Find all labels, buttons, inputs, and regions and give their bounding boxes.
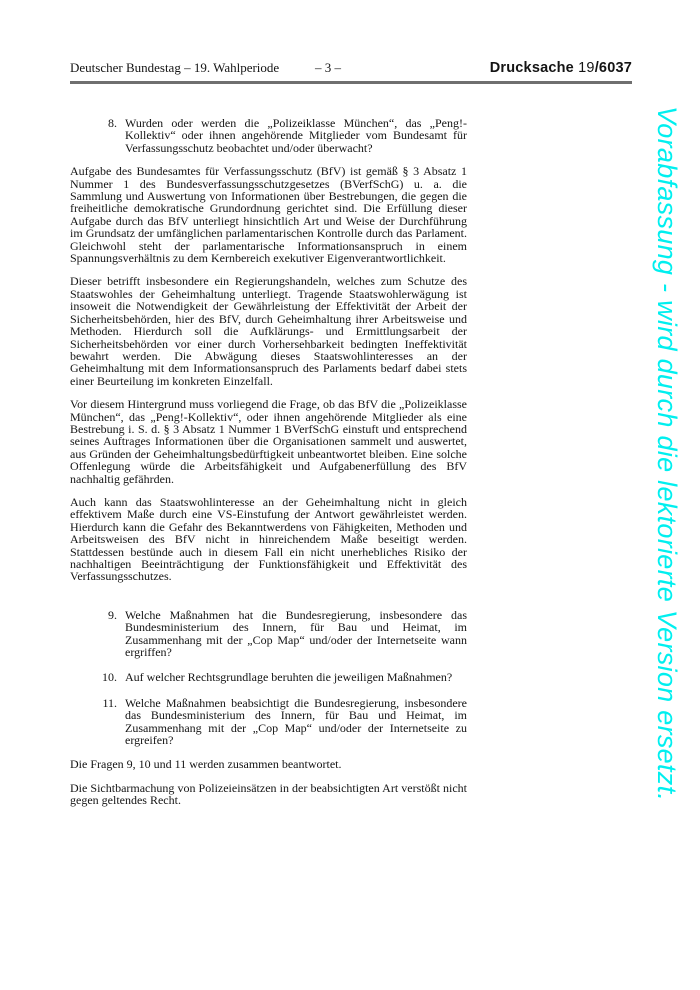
question-text: Auf welcher Rechtsgrundlage beruhten die jeweiligen Maßnahmen? bbox=[125, 670, 453, 685]
answer-paragraph: Vor diesem Hintergrund muss vorliegend die Frage, ob das BfV die „Polizeiklasse München“, das „Peng!-Kollektiv“, oder ihnen angehörende Mitglieder als eine Bestrebung i. S. d. § 3 Absatz 1 Nummer 1 BVerfSchG einstuft und entsprechend seines Auftrages Informationen über die Organisationen sammelt und auswertet, aus Gründen der Geheimhaltungsbedürftigkeit unbeantwortet bleiben. Eine solche Offenlegung würde die Arbeitsfähigkeit und Aufgabenerfüllung des BfV nachhaltig gefährden. bbox=[70, 397, 467, 486]
question-text: Welche Maßnahmen hat die Bundesregierung, insbesondere das Bundesministerium des Innern, für Bau und Heimat, im Zusammenhang mit der „Cop Map“ und/oder der Internetseite wann ergriffen? bbox=[125, 607, 467, 660]
drucksache-number: /6037 bbox=[594, 60, 632, 76]
drucksache-period: 19 bbox=[578, 60, 595, 76]
question-text: Wurden oder werden die „Polizeiklasse München“, das „Peng!-Kollektiv“ oder ihnen angehörende Mitglieder vom Bundesamt für Verfassungsschutz beobachtet und/oder überwacht? bbox=[125, 116, 467, 155]
header-publication-info: Deutscher Bundestag – 19. Wahlperiode bbox=[70, 60, 280, 75]
question-text: Welche Maßnahmen beabsichtigt die Bundesregierung, insbesondere das Bundesministerium des Innern, für Bau und Heimat, im Zusammenhang mit der „Cop Map“ und/oder der Internetseite zu ergreifen? bbox=[125, 695, 467, 748]
question-9 bbox=[98, 609, 467, 659]
answer-paragraph: Dieser betrifft insbesondere ein Regierungshandeln, welches zum Schutze des Staatswohles der Geheimhaltung unterliegt. Tragende Staatswohlerwägung ist insoweit die Notwendigkeit der Gewährleistung der Effektivität der Arbeit der Sicherheitsbehörden, hier des BfV, durch Geheimhaltung ihrer Arbeitsweise und Methoden. Hierdurch soll die Aufklärungs- und Ermittlungsarbeit der Sicherheitsbehörden vor einer durch Vorhersehbarkeit bedingten Ineffektivität bewahrt werden. Die Abwägung dieses Staatswohlinteresses an der Geheimhaltung mit dem Informationsanspruch des Parlaments bedarf dabei stets einer Beurteilung im konkreten Einzelfall. bbox=[70, 274, 467, 388]
page-number: – 3 – bbox=[315, 60, 341, 75]
questions-9-to-11 bbox=[70, 609, 467, 747]
closing-paragraph: Die Sichtbarmachung von Polizeieinsätzen in der beabsichtigten Art verstößt nicht gegen geltendes Recht. bbox=[70, 780, 467, 808]
answer-paragraph: Aufgabe des Bundesamtes für Verfassungsschutz (BfV) ist gemäß § 3 Absatz 1 Nummer 1 des Bundesverfassungsschutzgesetzes (BVerfSchG) u. a. die Sammlung und Auswertung von Informationen über Bestrebungen, die gegen die freiheitliche demokratische Grundordnung gerichtet sind. Die Erfüllung dieser Aufgabe durch das BfV unterliegt hinsichtlich Art und Weise der Durchführung im Grundsatz der umfänglichen parlamentarischen Kontrolle durch das Parlament. Gleichwohl steht der parlamentarische Informationsanspruch in einem Spannungsverhältnis zu dem Kernbereich exekutiver Eigenverantwortlichkeit. bbox=[70, 164, 467, 266]
closing-paragraph: Die Fragen 9, 10 und 11 werden zusammen beantwortet. bbox=[70, 757, 342, 772]
question-10 bbox=[98, 671, 467, 683]
vorabfassung-watermark: Vorabfassung - wird durch die lektorierte Version ersetzt. bbox=[652, 106, 682, 802]
question-number: 10. bbox=[102, 670, 117, 685]
question-11 bbox=[98, 697, 467, 747]
question-number: 8. bbox=[108, 116, 117, 130]
page-header bbox=[70, 60, 632, 84]
question-8 bbox=[98, 117, 467, 154]
answer-paragraph: Auch kann das Staatswohlinteresse an der Geheimhaltung nicht in gleich effektivem Maße durch eine VS-Einstufung der Antwort gewährleistet werden. Hierdurch kann die Gefahr des Bekanntwerdens von Fähigkeiten, Methoden und Arbeitsweisen des BfV nicht in hinreichendem Maße beseitigt werden. Stattdessen bestünde auch in diesem Fall ein nicht unerhebliches Risiko der nachhaltigen Beeinträchtigung der Funktionsfähigkeit und Effektivität des Verfassungsschutzes. bbox=[70, 494, 467, 584]
question-number: 11. bbox=[102, 695, 117, 710]
drucksache-label: Drucksache bbox=[489, 60, 574, 76]
header-drucksache bbox=[490, 60, 632, 76]
document-body bbox=[70, 117, 467, 818]
question-number: 9. bbox=[108, 607, 117, 622]
